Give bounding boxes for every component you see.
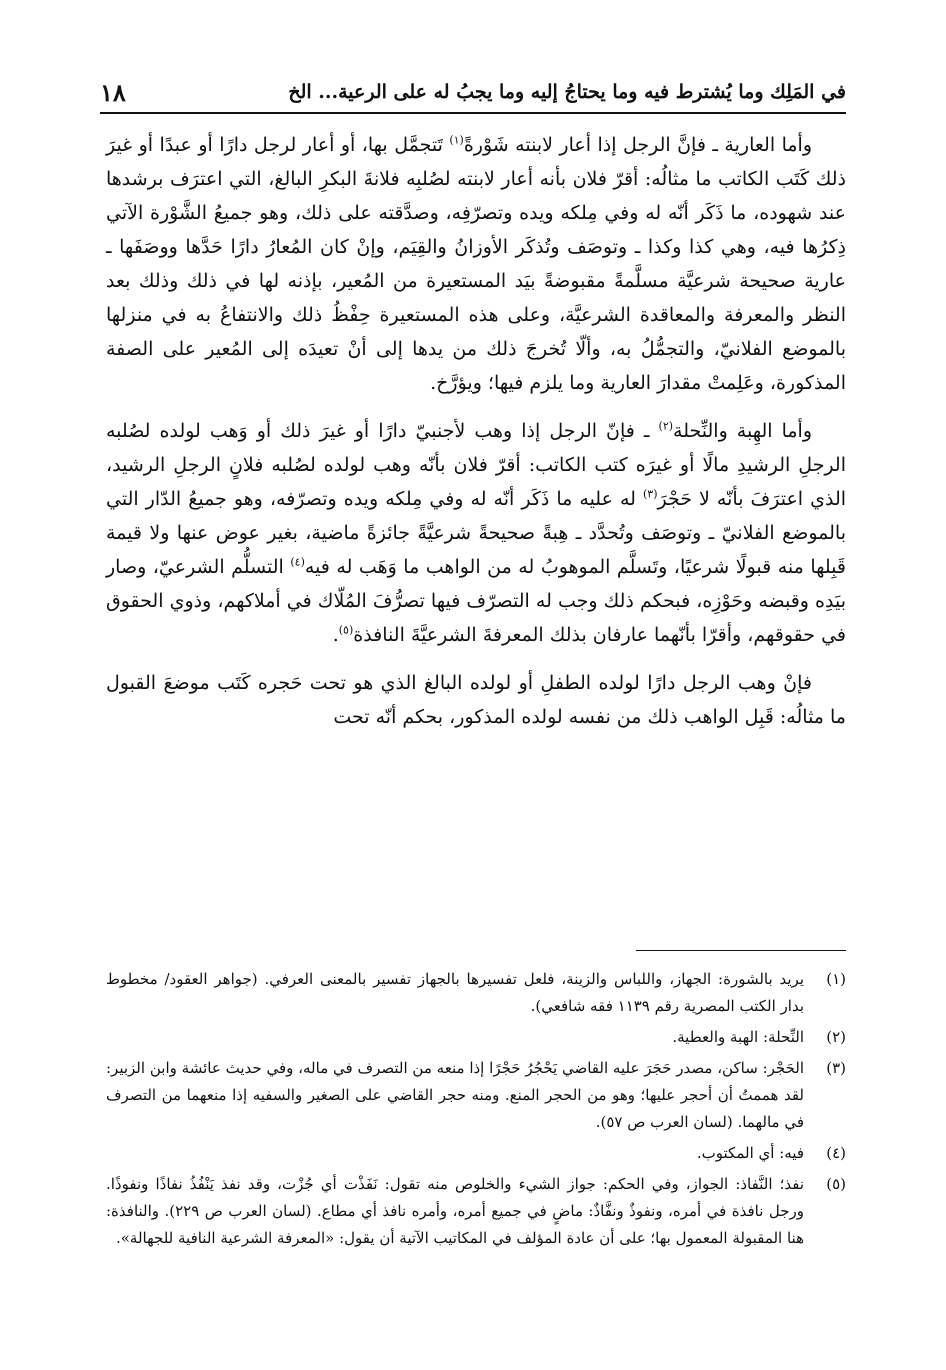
footnote-ref[interactable]: (٢): [658, 419, 674, 433]
footnote: [106, 1055, 846, 1136]
paragraph-text: ـ فإنّ الرجل إذا وهب لأجنبيّ دارًا أو غيرَ ذلك أو وَهب لولده لصُلبه الرجلِ الرشيدِ مالًا أو غيرَه كتب الكاتب: أقرّ فلان بأنّه وهب لولده لصُلبه فلانٍ الرجلِ الرشيد، الذي اعترَفَ بأنّه لا حَجْرَ: [106, 420, 847, 510]
footnote-number: (٥): [826, 1175, 846, 1193]
footnote-ref[interactable]: (٤): [290, 555, 305, 569]
footnote-number: (٤): [826, 1144, 846, 1162]
body-text: [106, 128, 846, 748]
running-title: في المَلِك وما يُشترط فيه وما يحتاجُ إليه وما يجبُ له على الرعية... الخ: [288, 81, 846, 103]
footnote-text: يريد بالشورة: الجهاز، واللباس والزينة، فلعل تفسيرها بالجهاز تفسير بالمعنى العرفي. (جواهر العقود/ مخطوط بدار الكتب المصرية رقم ١١٣٩ فقه شافعي).: [106, 970, 804, 1015]
footnote: [106, 1024, 846, 1051]
page-header: [100, 72, 846, 114]
footnote-text: فيه: أي المكتوب.: [696, 1144, 804, 1162]
footnote-number: (٣): [826, 1059, 846, 1077]
paragraph-text: وأما الهِبة والنِّحلة: [673, 420, 812, 442]
paragraph-text: .: [332, 624, 339, 646]
footnote: [106, 1140, 846, 1167]
footnote-text: نفذ؛ النَّفاذ: الجواز، وفي الحكم: جواز الشيء والخلوص منه تقول: نَفَذْت أي جُزْت، وقد نفذ يَنْفُذُ نفاذًا ونفوذًا. ورجل نافذة في أمره، ونفوذٌ ونفَّاذٌ: ماضٍ في جميع أمره، وأمره نافذ أي مطاع. (لسان العرب ص ٢٢٩). والنافذة: هنا المقبولة المعمول بها؛ على أن عادة المؤلف في المكاتيب الآتية أن يقول: «المعرفة الشرعية النافية للجهالة».: [106, 1175, 804, 1247]
footnote-ref[interactable]: (١): [449, 133, 464, 147]
paragraph-text: فإنْ وهب الرجل دارًا لولده الطفلِ أو لولده البالغ الذي هو تحت حَجره كَتَب موضعَ القبول ما مثالُه: قَبِل الواهب ذلك من نفسه لولده المذكور، بحكم أنّه تحت: [106, 672, 846, 728]
footnotes: [106, 966, 846, 1256]
footnote-ref[interactable]: (٣): [643, 487, 658, 501]
paragraph-text: تَتجمَّل بها، أو أعار لرجل دارًا أو عبدًا أو غيرَ ذلك كَتَب الكاتب ما مثالُه: أقرّ فلان بأنه أعار لابنته لصُلبِه فلانةَ البكرِ البالغ، التي اعترَف برشدها عند شهوده، ما ذَكَر أنّه له وفي مِلكه ويده وتصرّفِه، وصدَّقته على ذلك، وهو جميعُ الشَّوْرة الآتي ذِكرُها فيه، وهي كذا وكذا ـ وتوصَف وتُذكَر الأوزانُ والقِيَم، وإنْ كان المُعارُ دارًا حَدَّها ووصَفَها ـ عارية صحيحة شرعيَّة مسلَّمةً مقبوضةً بيَد المستعيرة من المُعير، بإذنه لها في ذلك وذلك بعد النظر والمعرفة والمعاقدة الشرعيَّة، وعلى هذه المستعيرة حِفْظُ ذلك والانتفاعُ به في منزلها بالموضع الفلانيّ، والتجمُّلُ به، وألّا تُخرجَ ذلك من يدها إلى أنْ تعيدَه إلى المُعير على الصفة المذكورة، وعَلِمتْ مقدارَ العارية وما يلزم فيها؛ ويؤرَّخ.: [106, 134, 846, 394]
footnote: [106, 1171, 846, 1252]
paragraph-gift-to-child: [106, 666, 846, 734]
paragraph-gift: [106, 414, 846, 652]
footnote-text: النِّحلة: الهبة والعطية.: [672, 1028, 804, 1046]
paragraph-lending: [106, 128, 846, 400]
page-number: ١٨: [100, 77, 126, 107]
footnote-ref[interactable]: (٥): [338, 623, 354, 637]
footnote-divider: [636, 950, 846, 951]
paragraph-text: له عليه ما ذَكَر أنّه له وفي مِلكه ويده وتصرّفه، وهو جميعُ الدّار التي بالموضع الفلانيّ ـ وتوصَف وتُحدَّد ـ هِبةً صحيحةً شرعيَّةً جائزةً ماضية، بغير عوض عنها ولا قيمة قَبِلها منه قبولًا شرعيًا، وتَسلَّم الموهوبُ له من الواهب ما وَهَب له فيه: [106, 488, 846, 578]
footnote-number: (٢): [826, 1028, 846, 1046]
footnote-text: الحَجْر: ساكن، مصدر حَجَرَ عليه القاضي يَحْجُرُ حَجْرًا إذا منعه من التصرف في ماله، وفي حديث عائشة وابن الزبير: لقد هممتُ أن أحجر عليها؛ وهو من الحجر المنع. ومنه حجر القاضي على الصغير والسفيه إذا منعهما من التصرف في مالهما. (لسان العرب ص ٥٧).: [106, 1059, 804, 1131]
footnote: [106, 966, 846, 1020]
paragraph-text: وأما العارية ـ فإنَّ الرجل إذا أعار لابنته شَوْرةً: [463, 134, 812, 156]
footnote-number: (١): [826, 970, 846, 988]
paragraph-text: التسلُّم الشرعيّ، وصار بيَدِه وقبضه وحَوْزِه، فبحكم ذلك وجب له التصرّف فيها تصرُّفَ المُلّاك في أملاكهم، وذوي الحقوق في حقوقهم، وأقرّا بأنّهما عارفان بذلك المعرفةَ الشرعيَّةَ النافذة: [106, 556, 846, 646]
